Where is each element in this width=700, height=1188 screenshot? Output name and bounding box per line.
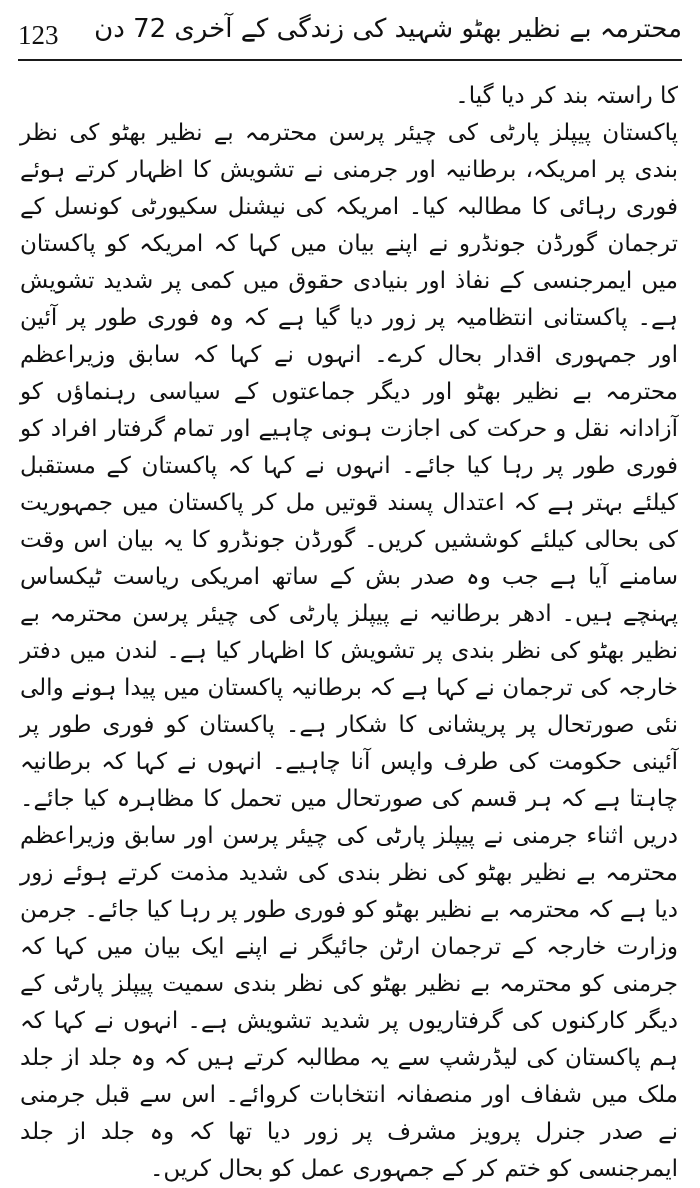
page-header <box>18 10 682 56</box>
header-divider <box>18 59 682 61</box>
paragraph-1: کا راستہ بند کر دیا گیا۔ <box>455 83 678 109</box>
paragraph-2: پاکستان پیپلز پارٹی کی چیئر پرسن محترمہ بے نظیر بھٹو کی نظر بندی پر امریکہ، برطانیہ اور جرمنی نے تشویش کا اظہار کرتے ہوئے فوری رہائی کا مطالبہ کیا۔ امریکہ کی نیشنل سکیورٹی کونسل کے ترجمان گورڈن جونڈرو نے اپنے بیان میں کہا کہ امریکہ کو پاکستان میں ایمرجنسی کے نفاذ اور بنیادی حقوق میں کمی پر شدید تشویش ہے۔ پاکستانی انتظامیہ پر زور دیا گیا ہے کہ وہ فوری طور پر آئین اور جمہوری اقدار بحال کرے۔ انہوں نے کہا کہ سابق وزیراعظم محترمہ بے نظیر بھٹو اور دیگر جماعتوں کے سیاسی رہنماؤں کو آزادانہ نقل و حرکت کی اجازت ہونی چاہیے اور تمام گرفتار افراد کو فوری طور پر رہا کیا جائے۔ انہوں نے کہا کہ پاکستان کے مستقبل کیلئے بہتر ہے کہ اعتدال پسند قوتیں مل کر پاکستان میں جمہوریت کی بحالی کیلئے کوششیں کریں۔ گورڈن جونڈرو کا یہ بیان اس وقت سامنے آیا ہے جب وہ صدر بش کے ساتھ امریکی ریاست ٹیکساس پہنچے ہیں۔ ادھر برطانیہ نے پیپلز پارٹی کی چیئر پرسن محترمہ بے نظیر بھٹو کی نظر بندی پر تشویش کا اظہار کیا ہے۔ لندن میں دفتر خارجہ کی ترجمان نے کہا ہے کہ برطانیہ پاکستان میں پیدا ہونے والی نئی صورتحال پر پریشانی کا شکار ہے۔ پاکستان کو فوری طور پر آئینی حکومت کی طرف واپس آنا چاہیے۔ انہوں نے کہا کہ برطانیہ چاہتا ہے کہ ہر قسم کی صورتحال میں تحمل کا مظاہرہ کیا جائے۔ دریں اثناء جرمنی نے پیپلز پارٹی کی چیئر پرسن اور سابق وزیراعظم محترمہ بے نظیر بھٹو کی نظر بندی کی شدید مذمت کرتے ہوئے زور دیا ہے کہ محترمہ بے نظیر بھٹو کو فوری طور پر رہا کیا جائے۔ جرمن وزارت خارجہ کے ترجمان ارٹن جائیگر نے اپنے ایک بیان میں کہا کہ جرمنی کو محترمہ بے نظیر بھٹو کی نظر بندی سمیت پیپلز پارٹی کے دیگر کارکنوں کی گرفتاریوں پر شدید تشویش ہے۔ انہوں نے کہا کہ ہم پاکستان کی لیڈرشپ سے یہ مطالبہ کرتے ہیں کہ وہ جلد از جلد ملک میں شفاف اور منصفانہ انتخابات کروائے۔ اس سے قبل جرمنی نے صدر جنرل پرویز مشرف پر زور دیا تھا کہ وہ جلد از جلد ایمرجنسی کو ختم کر کے جمہوری عمل کو بحال کریں۔ <box>20 120 678 1182</box>
body-text <box>20 78 678 1182</box>
running-title: محترمہ بے نظیر بھٹو شہید کی زندگی کے آخری 72 دن <box>94 14 682 44</box>
page-number: 123 <box>18 20 59 50</box>
